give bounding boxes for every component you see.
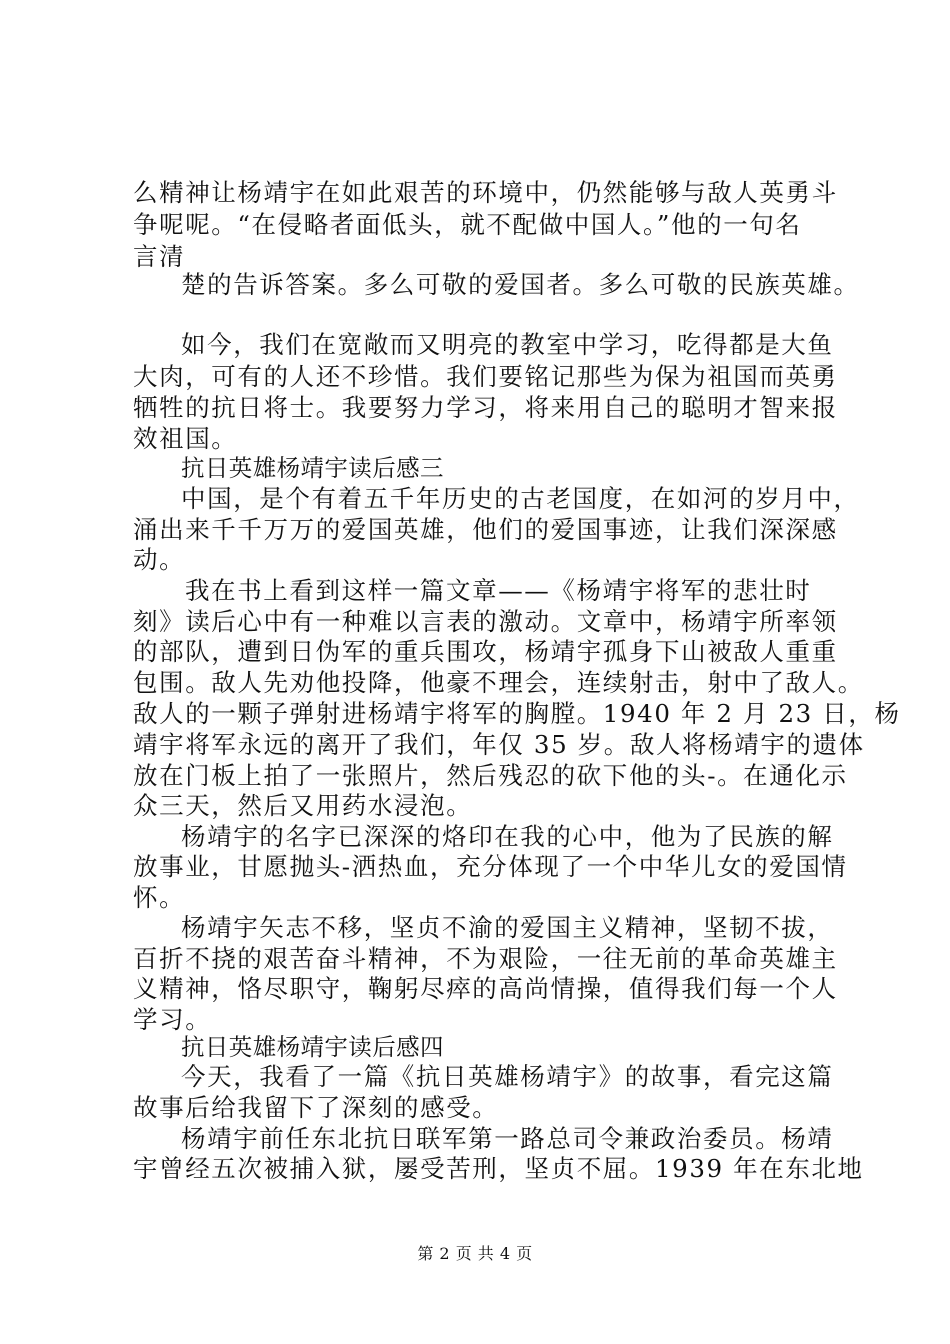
text-line: 义精神，恪尽职守，鞠躬尽瘁的高尚情操，值得我们每一个人 [133, 974, 838, 1003]
text-line: 包围。敌人先劝他投降，他豪不理会，连续射击，射中了敌人。 [133, 668, 864, 697]
text-line: 杨靖宇矢志不移，坚贞不渝的爱国主义精神，坚韧不拔， [181, 913, 834, 942]
section-heading: 抗日英雄杨靖宇读后感三 [181, 454, 444, 482]
text-line: 如今，我们在宽敞而又明亮的教室中学习，吃得都是大鱼 [181, 330, 834, 359]
text-line: 动。 [133, 545, 186, 574]
section-heading: 抗日英雄杨靖宇读后感四 [181, 1033, 444, 1061]
text-line: 故事后给我留下了深刻的感受。 [133, 1093, 499, 1122]
text-line: 楚的告诉答案。多么可敬的爱国者。多么可敬的民族英雄。 [181, 270, 860, 299]
text-line: 言清 [133, 242, 186, 271]
text-line: 杨靖宇的名字已深深的烙印在我的心中，他为了民族的解 [181, 822, 834, 851]
text-line: 我在书上看到这样一篇文章——《杨靖宇将军的悲壮时 [185, 576, 812, 605]
text-line: 学习。 [133, 1005, 212, 1034]
text-line: 中国，是个有着五千年历史的古老国度，在如河的岁月中， [181, 484, 860, 513]
page-number: 第 2 页 共 4 页 [417, 1244, 533, 1263]
text-line: 宇曾经五次被捕入狱，屡受苦刑，坚贞不屈。1939 年在东北地 [133, 1154, 864, 1183]
text-line: 涌出来千千万万的爱国英雄，他们的爱国事迹，让我们深深感 [133, 515, 838, 544]
text-line: 的部队，遭到日伪军的重兵围攻，杨靖宇孤身下山被敌人重重 [133, 637, 838, 666]
text-line: 牺牲的抗日将士。我要努力学习，将来用自己的聪明才智来报 [133, 393, 838, 422]
text-line: 刻》读后心中有一种难以言表的激动。文章中，杨靖宇所率领 [133, 607, 838, 636]
text-line: 效祖国。 [133, 424, 238, 453]
text-line: 靖宇将军永远的离开了我们，年仅 35 岁。敌人将杨靖宇的遗体 [133, 730, 865, 759]
text-line: 大肉，可有的人还不珍惜。我们要铭记那些为保为祖国而英勇 [133, 362, 838, 391]
text-line: 敌人的一颗子弹射进杨靖宇将军的胸膛。1940 年 2 月 23 日，杨 [133, 699, 901, 728]
text-line: 么精神让杨靖宇在如此艰苦的环境中，仍然能够与敌人英勇斗 [133, 178, 838, 207]
text-line: 放在门板上拍了一张照片，然后残忍的砍下他的头-。在通化示 [133, 761, 848, 790]
text-line: 怀。 [133, 883, 186, 912]
text-line: 百折不挠的艰苦奋斗精神，不为艰险，一往无前的革命英雄主 [133, 944, 838, 973]
text-line: 放事业，甘愿抛头-洒热血，充分体现了一个中华儿女的爱国情 [133, 852, 848, 881]
text-line: 众三天，然后又用药水浸泡。 [133, 791, 473, 820]
text-line: 争呢呢。“在侵略者面低头，就不配做中国人。”他的一句名 [133, 210, 802, 239]
text-line: 今天，我看了一篇《抗日英雄杨靖宇》的故事，看完这篇 [181, 1062, 834, 1091]
text-line: 杨靖宇前任东北抗日联军第一路总司令兼政治委员。杨靖 [181, 1124, 834, 1153]
